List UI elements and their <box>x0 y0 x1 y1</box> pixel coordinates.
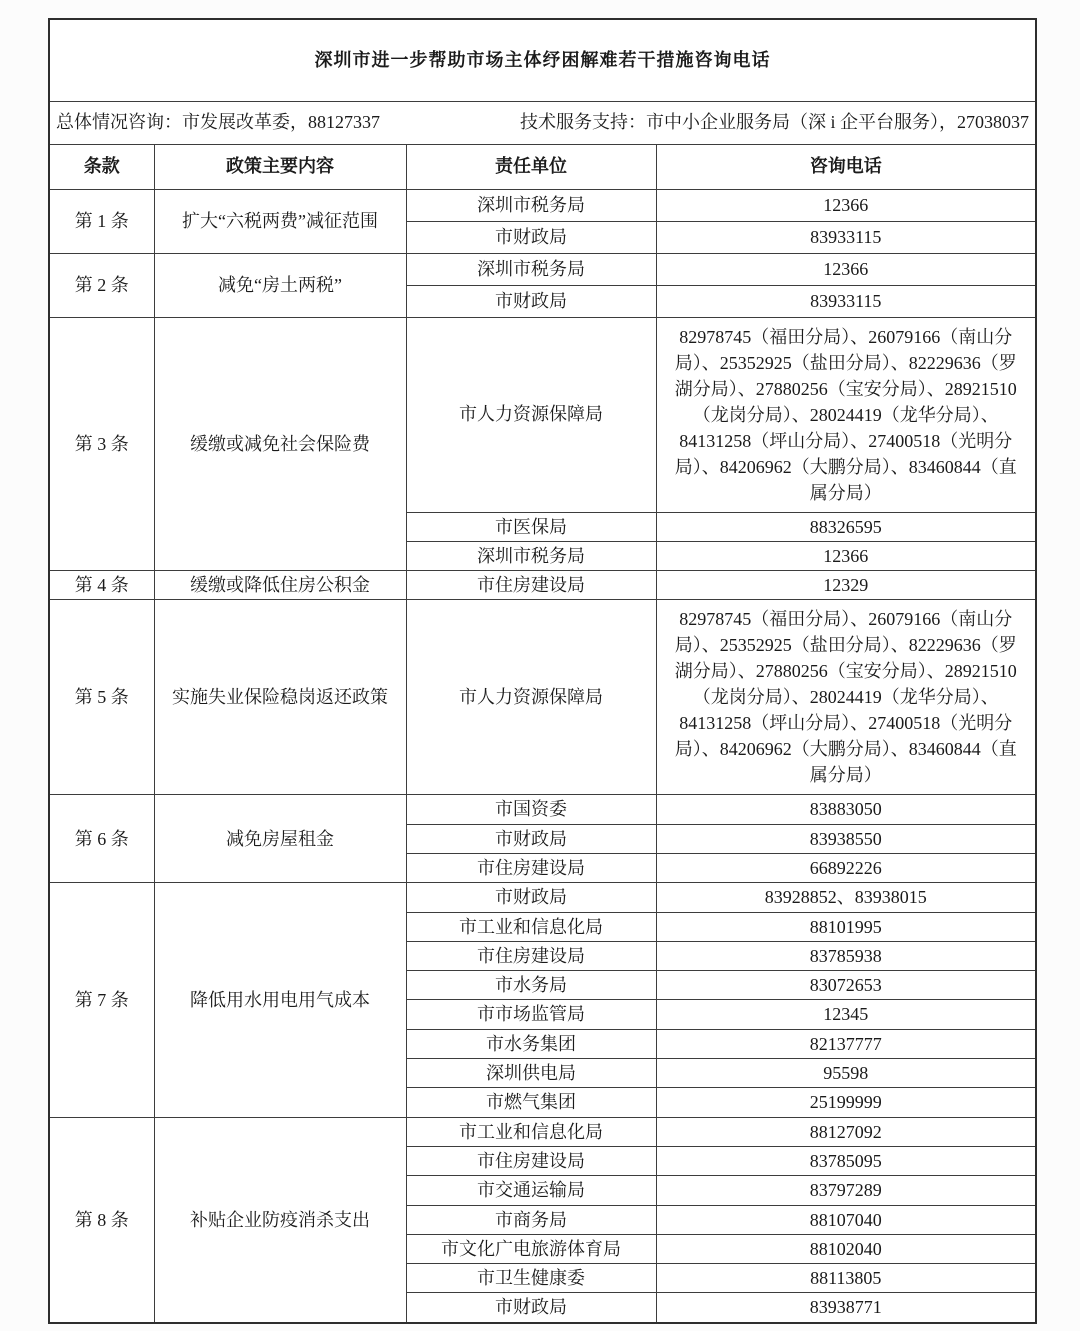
unit-cell: 市工业和信息化局 <box>406 1117 656 1146</box>
policy-cell: 减免“房土两税” <box>154 253 406 317</box>
phone-cell: 66892226 <box>656 853 1036 882</box>
clause-cell: 第 2 条 <box>49 253 154 317</box>
unit-cell: 市文化广电旅游体育局 <box>406 1234 656 1263</box>
contact-info-row <box>49 101 1036 144</box>
policy-cell: 减免房屋租金 <box>154 795 406 883</box>
phone-cell: 83797289 <box>656 1176 1036 1205</box>
table-row <box>49 883 1036 912</box>
tech-support-contact: 技术服务支持：市中小企业服务局（深 i 企平台服务），27038037 <box>520 112 1029 133</box>
page-title: 深圳市进一步帮助市场主体纾困解难若干措施咨询电话 <box>49 19 1036 101</box>
unit-cell: 市住房建设局 <box>406 941 656 970</box>
phone-cell: 12366 <box>656 541 1036 570</box>
unit-cell: 市住房建设局 <box>406 853 656 882</box>
unit-cell: 市财政局 <box>406 824 656 853</box>
unit-cell: 市商务局 <box>406 1205 656 1234</box>
phone-cell: 83928852、83938015 <box>656 883 1036 912</box>
table-row <box>49 253 1036 285</box>
table-row <box>49 600 1036 795</box>
table-row <box>49 189 1036 221</box>
col-header-unit: 责任单位 <box>406 144 656 189</box>
unit-cell: 市财政局 <box>406 221 656 253</box>
measures-table <box>48 18 1037 1324</box>
policy-cell: 扩大“六税两费”减征范围 <box>154 189 406 253</box>
phone-cell: 25199999 <box>656 1088 1036 1117</box>
phone-cell: 82978745（福田分局）、26079166（南山分局）、25352925（盐田分局）、82229636（罗湖分局）、27880256（宝安分局）、28921510（龙岗分局）、28024419（龙华分局）、84131258（坪山分局）、27400518（光明分局）、84206962（大鹏分局）、83460844（直属分局） <box>656 600 1036 795</box>
phone-cell: 12366 <box>656 189 1036 221</box>
unit-cell: 深圳供电局 <box>406 1059 656 1088</box>
phone-cell: 83938550 <box>656 824 1036 853</box>
phone-cell: 82137777 <box>656 1029 1036 1058</box>
policy-cell: 实施失业保险稳岗返还政策 <box>154 600 406 795</box>
col-header-policy: 政策主要内容 <box>154 144 406 189</box>
policy-cell: 缓缴或降低住房公积金 <box>154 571 406 600</box>
unit-cell: 深圳市税务局 <box>406 189 656 221</box>
unit-cell: 市住房建设局 <box>406 1146 656 1175</box>
clause-cell: 第 1 条 <box>49 189 154 253</box>
clause-cell: 第 4 条 <box>49 571 154 600</box>
unit-cell: 市工业和信息化局 <box>406 912 656 941</box>
phone-cell: 95598 <box>656 1059 1036 1088</box>
phone-cell: 83933115 <box>656 221 1036 253</box>
table-row <box>49 1117 1036 1146</box>
general-consult-contact: 总体情况咨询：市发展改革委，88127337 <box>56 112 380 133</box>
unit-cell: 市财政局 <box>406 1293 656 1323</box>
unit-cell: 市卫生健康委 <box>406 1264 656 1293</box>
col-header-phone: 咨询电话 <box>656 144 1036 189</box>
phone-cell: 83883050 <box>656 795 1036 824</box>
unit-cell: 市市场监管局 <box>406 1000 656 1029</box>
phone-cell: 12366 <box>656 253 1036 285</box>
phone-cell: 88113805 <box>656 1264 1036 1293</box>
unit-cell: 市财政局 <box>406 883 656 912</box>
phone-cell: 88102040 <box>656 1234 1036 1263</box>
unit-cell: 市交通运输局 <box>406 1176 656 1205</box>
unit-cell: 市水务集团 <box>406 1029 656 1058</box>
title-row <box>49 19 1036 101</box>
clause-cell: 第 8 条 <box>49 1117 154 1323</box>
unit-cell: 市人力资源保障局 <box>406 317 656 512</box>
clause-cell: 第 7 条 <box>49 883 154 1117</box>
phone-cell: 12329 <box>656 571 1036 600</box>
policy-cell: 补贴企业防疫消杀支出 <box>154 1117 406 1323</box>
table-row <box>49 317 1036 512</box>
unit-cell: 市国资委 <box>406 795 656 824</box>
phone-cell: 88107040 <box>656 1205 1036 1234</box>
unit-cell: 市财政局 <box>406 285 656 317</box>
header-row <box>49 144 1036 189</box>
clause-cell: 第 6 条 <box>49 795 154 883</box>
unit-cell: 市水务局 <box>406 971 656 1000</box>
unit-cell: 市医保局 <box>406 512 656 541</box>
phone-cell: 83072653 <box>656 971 1036 1000</box>
phone-cell: 88326595 <box>656 512 1036 541</box>
phone-cell: 82978745（福田分局）、26079166（南山分局）、25352925（盐田分局）、82229636（罗湖分局）、27880256（宝安分局）、28921510（龙岗分局）、28024419（龙华分局）、84131258（坪山分局）、27400518（光明分局）、84206962（大鹏分局）、83460844（直属分局） <box>656 317 1036 512</box>
table-row <box>49 571 1036 600</box>
phone-cell: 12345 <box>656 1000 1036 1029</box>
policy-cell: 缓缴或减免社会保险费 <box>154 317 406 571</box>
unit-cell: 深圳市税务局 <box>406 541 656 570</box>
table-row <box>49 795 1036 824</box>
contact-info-cell <box>49 101 1036 144</box>
unit-cell: 市住房建设局 <box>406 571 656 600</box>
unit-cell: 深圳市税务局 <box>406 253 656 285</box>
unit-cell: 市燃气集团 <box>406 1088 656 1117</box>
policy-cell: 降低用水用电用气成本 <box>154 883 406 1117</box>
col-header-clause: 条款 <box>49 144 154 189</box>
phone-cell: 83785095 <box>656 1146 1036 1175</box>
phone-cell: 88127092 <box>656 1117 1036 1146</box>
unit-cell: 市人力资源保障局 <box>406 600 656 795</box>
phone-cell: 83938771 <box>656 1293 1036 1323</box>
clause-cell: 第 5 条 <box>49 600 154 795</box>
phone-cell: 88101995 <box>656 912 1036 941</box>
phone-cell: 83785938 <box>656 941 1036 970</box>
phone-cell: 83933115 <box>656 285 1036 317</box>
clause-cell: 第 3 条 <box>49 317 154 571</box>
